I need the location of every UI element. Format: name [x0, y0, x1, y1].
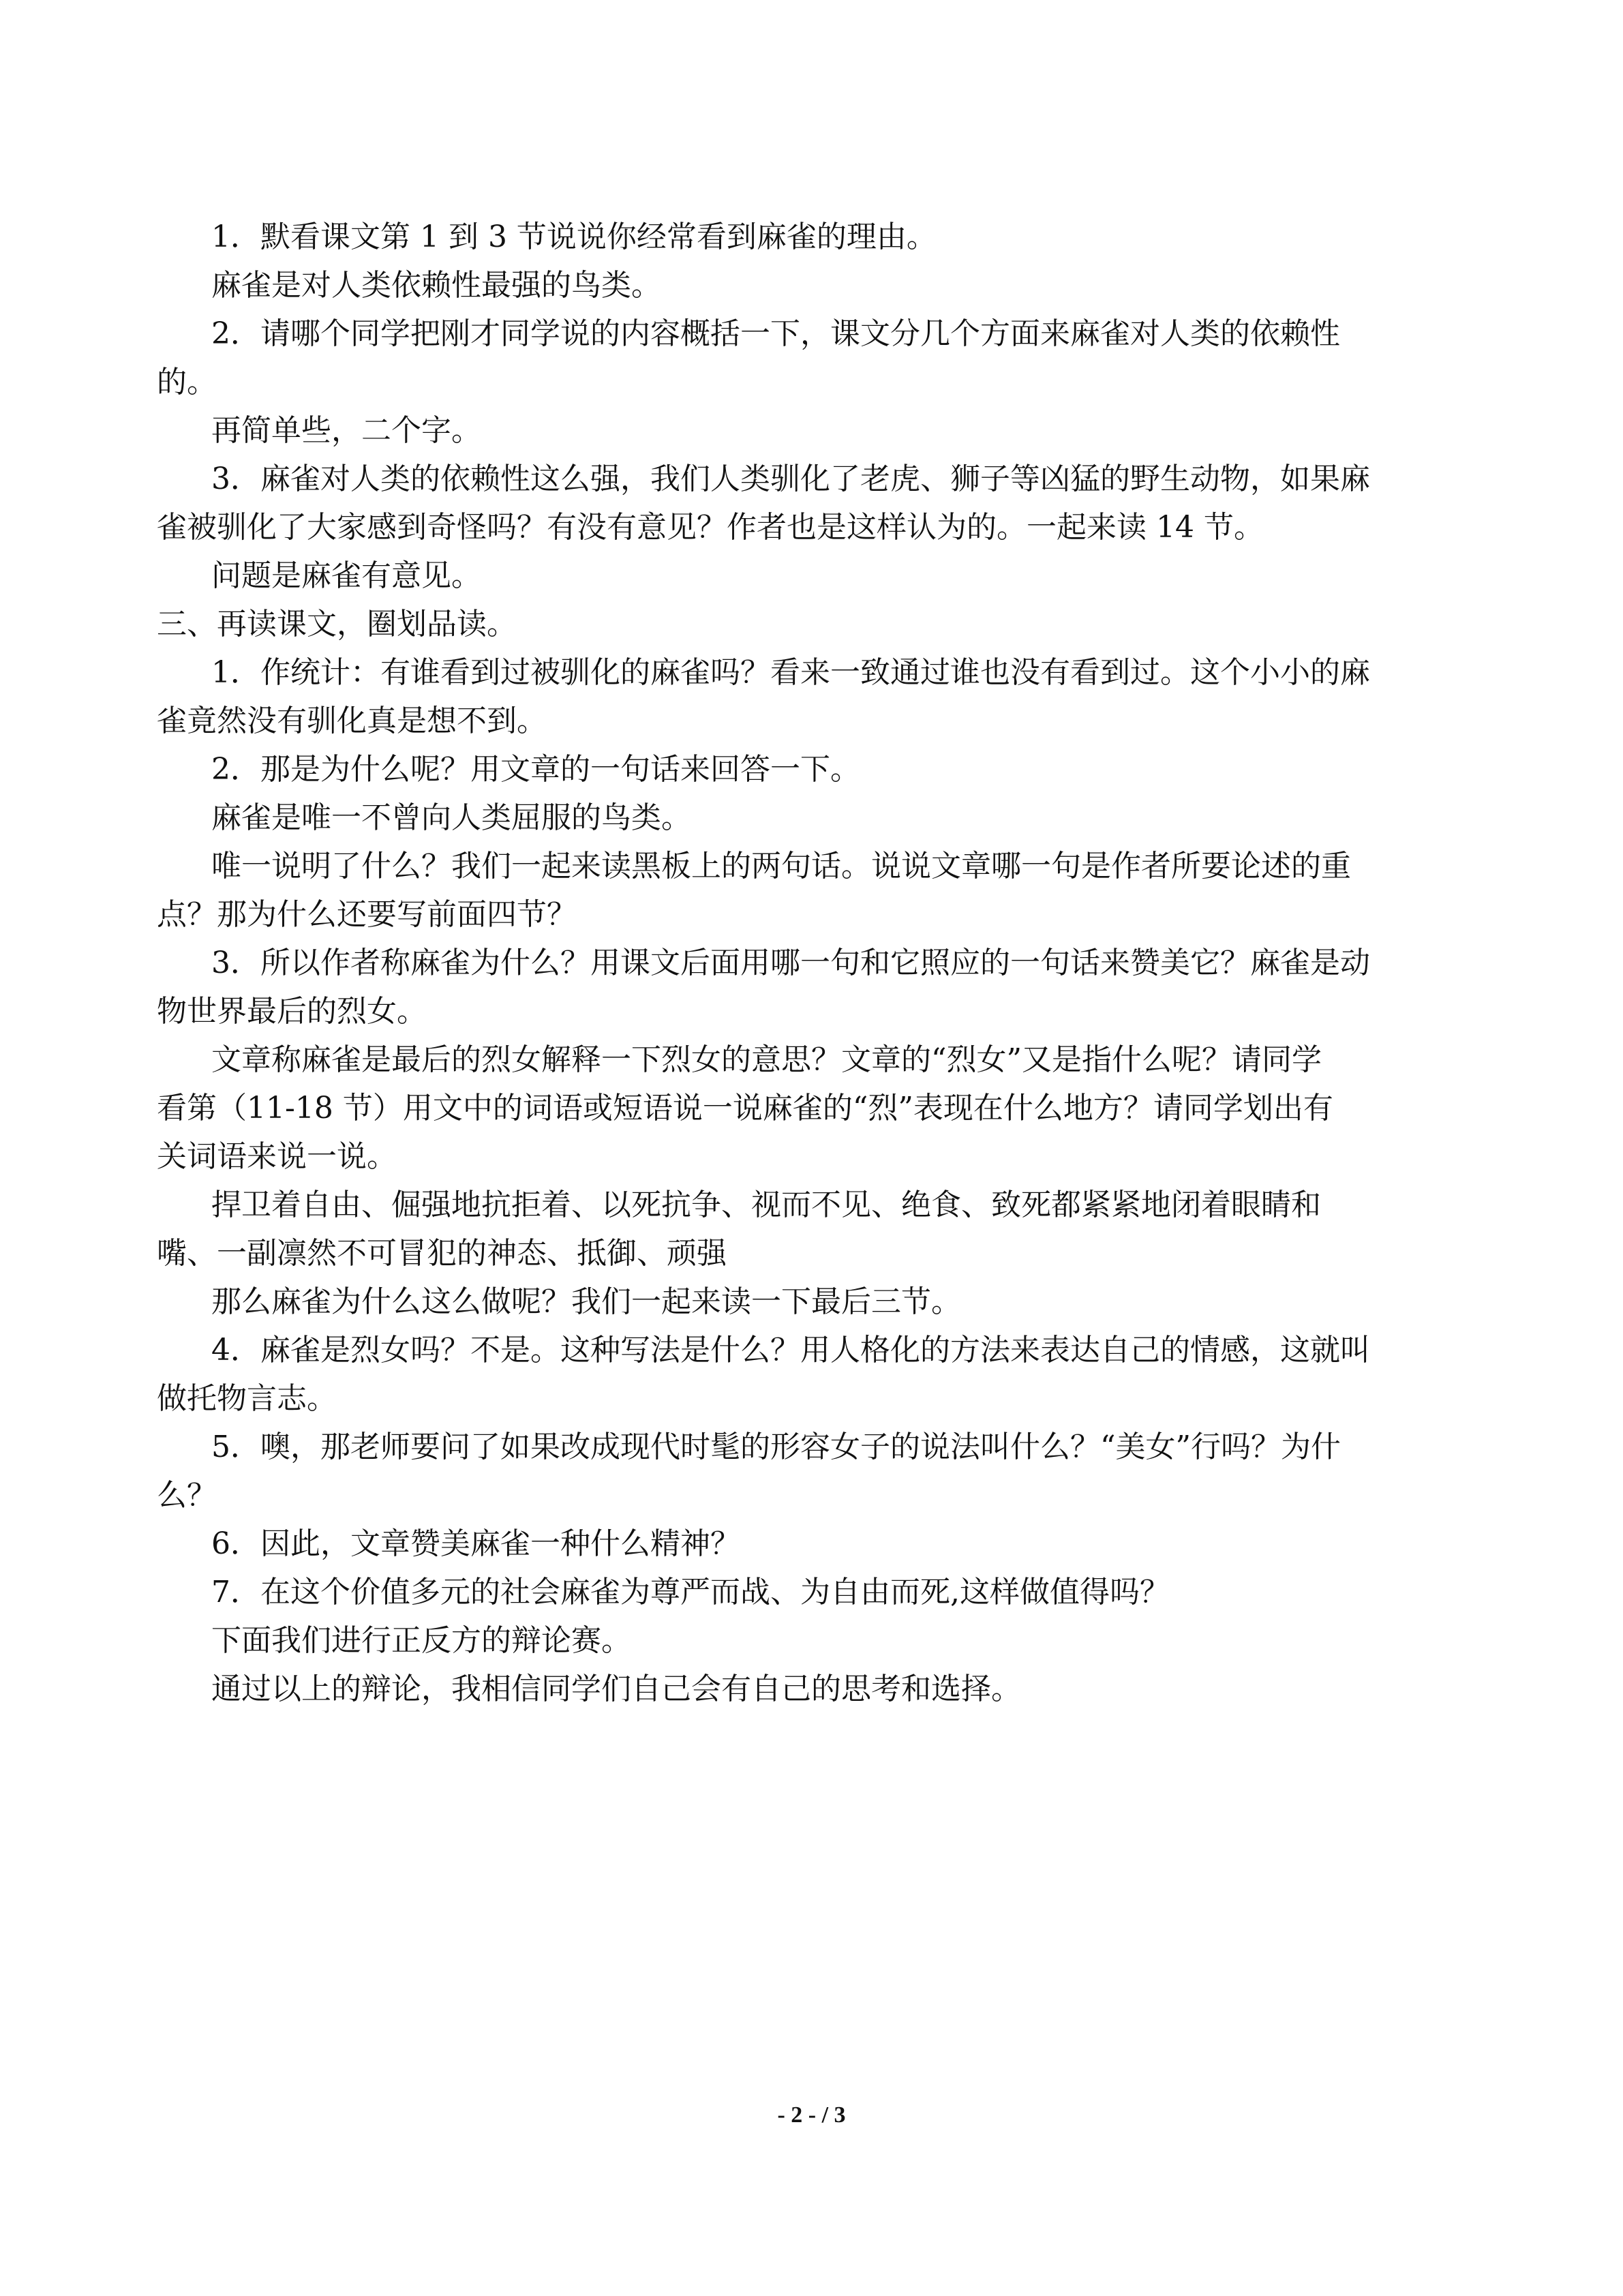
text-line: 唯一说明了什么？我们一起来读黑板上的两句话。说说文章哪一句是作者所要论述的重	[211, 849, 1351, 883]
text-line: 捍卫着自由、倔强地抗拒着、以死抗争、视而不见、绝食、致死都紧紧地闭着眼睛和	[211, 1188, 1321, 1222]
text-line: 1．默看课文第 1 到 3 节说说你经常看到麻雀的理由。	[211, 220, 937, 254]
page-number: - 2 - / 3	[777, 2102, 846, 2128]
text-line: 6．因此，文章赞美麻雀一种什么精神？	[211, 1526, 740, 1561]
text-line: 5．噢，那老师要问了如果改成现代时髦的形容女子的说法叫什么？“美女”行吗？为什	[211, 1430, 1341, 1464]
text-line: 雀竟然没有驯化真是想不到。	[157, 704, 547, 738]
text-line: 3．所以作者称麻雀为什么？用课文后面用哪一句和它照应的一句话来赞美它？麻雀是动	[211, 946, 1370, 980]
text-line: 物世界最后的烈女。	[157, 994, 427, 1029]
text-line: 7．在这个价值多元的社会麻雀为尊严而战、为自由而死,这样做值得吗？	[211, 1575, 1170, 1610]
text-line: 麻雀是对人类依赖性最强的鸟类。	[211, 268, 661, 303]
text-line: 4．麻雀是烈女吗？不是。这种写法是什么？用人格化的方法来表达自己的情感，这就叫	[211, 1333, 1370, 1368]
text-line: 问题是麻雀有意见。	[211, 558, 481, 593]
text-line: 1．作统计：有谁看到过被驯化的麻雀吗？看来一致通过谁也没有看到过。这个小小的麻	[211, 655, 1370, 690]
text-line: 文章称麻雀是最后的烈女解释一下烈女的意思？文章的“烈女”又是指什么呢？请同学	[211, 1042, 1322, 1077]
document-body	[157, 213, 1486, 1713]
text-line: 再简单些，二个字。	[211, 413, 481, 448]
text-line: 关词语来说一说。	[157, 1139, 397, 1174]
text-line: 的。	[157, 365, 217, 399]
text-line: 雀被驯化了大家感到奇怪吗？有没有意见？作者也是这样认为的。一起来读 14 节。	[157, 510, 1264, 545]
page-footer	[0, 2102, 1623, 2128]
text-line: 3．麻雀对人类的依赖性这么强，我们人类驯化了老虎、狮子等凶猛的野生动物，如果麻	[211, 462, 1370, 496]
text-line: 看第（11-18 节）用文中的词语或短语说一说麻雀的“烈”表现在什么地方？请同学划出有	[157, 1091, 1333, 1126]
text-line: 2．那是为什么呢？用文章的一句话来回答一下。	[211, 752, 860, 787]
text-line: 通过以上的辩论，我相信同学们自己会有自己的思考和选择。	[211, 1672, 1021, 1706]
text-line: 那么麻雀为什么这么做呢？我们一起来读一下最后三节。	[211, 1284, 961, 1319]
text-line: 点？那为什么还要写前面四节？	[157, 897, 577, 932]
text-line: 嘴、一副凛然不可冒犯的神态、抵御、顽强	[157, 1236, 727, 1271]
text-line: 2．请哪个同学把刚才同学说的内容概括一下，课文分几个方面来麻雀对人类的依赖性	[211, 316, 1340, 351]
text-line: 做托物言志。	[157, 1381, 337, 1416]
text-line: 么？	[157, 1478, 217, 1513]
text-line: 下面我们进行正反方的辩论赛。	[211, 1623, 631, 1658]
text-line: 三、再读课文，圈划品读。	[157, 607, 517, 641]
text-line: 麻雀是唯一不曾向人类屈服的鸟类。	[211, 800, 691, 835]
